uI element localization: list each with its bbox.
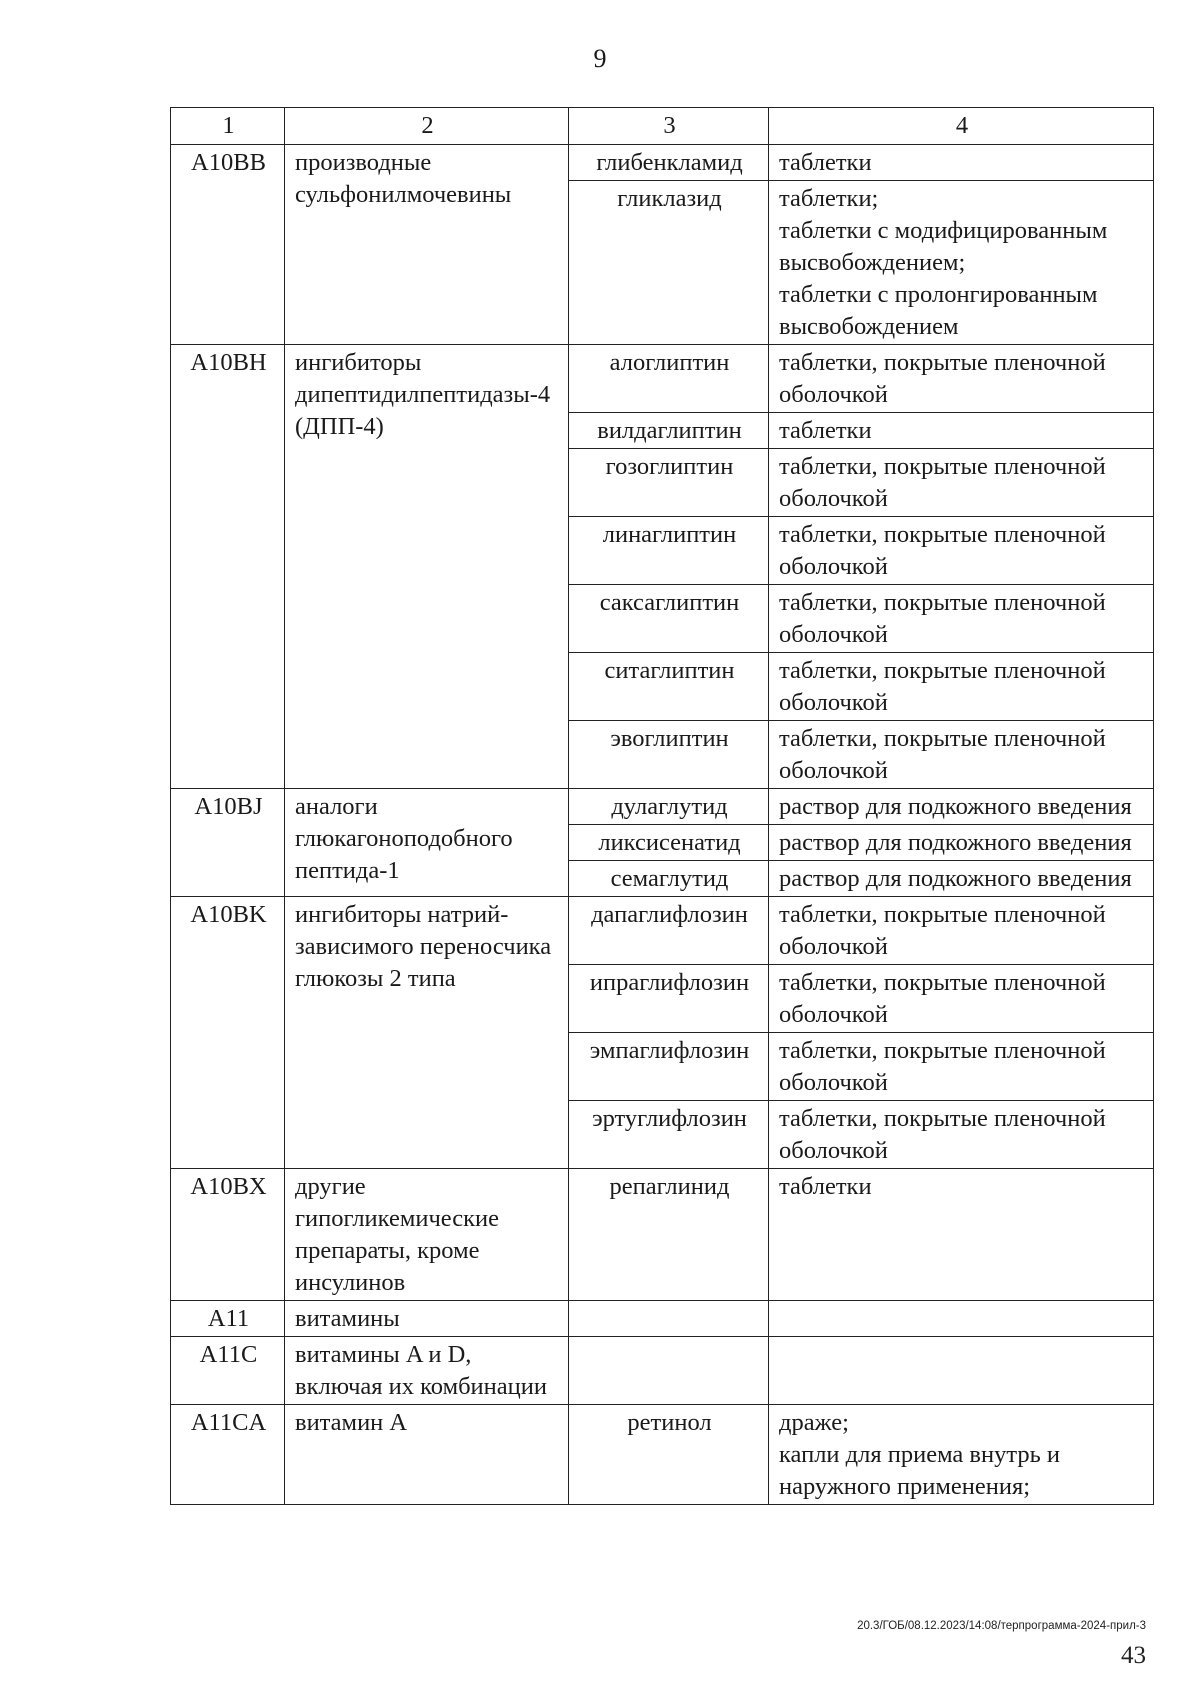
atc-code-cell: A10BH	[171, 345, 285, 789]
column-header-3: 3	[569, 108, 769, 145]
table-row	[171, 1301, 1154, 1337]
dosage-form-cell: таблетки; таблетки с модифицированным высвобождением; таблетки с пролонгированным высвобождением	[769, 181, 1154, 345]
atc-code-cell: A10BJ	[171, 789, 285, 897]
drug-name-cell: дулаглутид	[569, 789, 769, 825]
dosage-form-cell: таблетки	[769, 413, 1154, 449]
group-name-cell: аналоги глюкагоноподобного пептида-1	[285, 789, 569, 897]
group-name-cell: другие гипогликемические препараты, кроме инсулинов	[285, 1169, 569, 1301]
page-number: 9	[593, 44, 607, 73]
dosage-form-cell: таблетки	[769, 145, 1154, 181]
table-row	[171, 789, 1154, 825]
document-reference-note: 20.3/ГОБ/08.12.2023/14:08/терпрограмма-2024-прил-3	[857, 1620, 1146, 1632]
atc-code-cell: A10BX	[171, 1169, 285, 1301]
dosage-form-cell: таблетки, покрытые пленочной оболочкой	[769, 1101, 1154, 1169]
drug-name-cell: ипраглифлозин	[569, 965, 769, 1033]
table-row	[171, 1405, 1154, 1505]
drug-name-cell: ликсисенатид	[569, 825, 769, 861]
dosage-form-cell: таблетки, покрытые пленочной оболочкой	[769, 653, 1154, 721]
drug-name-cell: эвоглиптин	[569, 721, 769, 789]
table-row	[171, 1337, 1154, 1405]
drug-name-cell	[569, 1337, 769, 1405]
dosage-form-cell: драже; капли для приема внутрь и наружного применения;	[769, 1405, 1154, 1505]
dosage-form-cell: таблетки, покрытые пленочной оболочкой	[769, 345, 1154, 413]
dosage-form-cell: таблетки, покрытые пленочной оболочкой	[769, 965, 1154, 1033]
group-name-cell: производные сульфонилмочевины	[285, 145, 569, 345]
dosage-form-cell: таблетки, покрытые пленочной оболочкой	[769, 585, 1154, 653]
drug-name-cell: семаглутид	[569, 861, 769, 897]
drug-name-cell: глибенкламид	[569, 145, 769, 181]
drug-name-cell: гозоглиптин	[569, 449, 769, 517]
dosage-form-cell: таблетки, покрытые пленочной оболочкой	[769, 449, 1154, 517]
dosage-form-cell: раствор для подкожного введения	[769, 789, 1154, 825]
table-row	[171, 145, 1154, 181]
drug-name-cell	[569, 1301, 769, 1337]
drug-list-table	[170, 107, 1154, 1505]
atc-code-cell: A11CA	[171, 1405, 285, 1505]
drug-name-cell: ретинол	[569, 1405, 769, 1505]
drug-name-cell: ситаглиптин	[569, 653, 769, 721]
drug-name-cell: эртуглифлозин	[569, 1101, 769, 1169]
dosage-form-cell: таблетки, покрытые пленочной оболочкой	[769, 1033, 1154, 1101]
dosage-form-cell: таблетки, покрытые пленочной оболочкой	[769, 721, 1154, 789]
group-name-cell: витамин A	[285, 1405, 569, 1505]
drug-name-cell: гликлазид	[569, 181, 769, 345]
group-name-cell: ингибиторы натрий-зависимого переносчика глюкозы 2 типа	[285, 897, 569, 1169]
atc-code-cell: A10BB	[171, 145, 285, 345]
dosage-form-cell	[769, 1301, 1154, 1337]
table-row	[171, 345, 1154, 413]
drug-name-cell: репаглинид	[569, 1169, 769, 1301]
drug-name-cell: дапаглифлозин	[569, 897, 769, 965]
atc-code-cell: A10BK	[171, 897, 285, 1169]
table-row	[171, 1169, 1154, 1301]
dosage-form-cell: таблетки, покрытые пленочной оболочкой	[769, 897, 1154, 965]
group-name-cell: ингибиторы дипептидилпептидазы-4 (ДПП-4)	[285, 345, 569, 789]
dosage-form-cell: раствор для подкожного введения	[769, 825, 1154, 861]
column-header-1: 1	[171, 108, 285, 145]
dosage-form-cell	[769, 1337, 1154, 1405]
drug-name-cell: эмпаглифлозин	[569, 1033, 769, 1101]
dosage-form-cell: таблетки, покрытые пленочной оболочкой	[769, 517, 1154, 585]
group-name-cell: витамины	[285, 1301, 569, 1337]
dosage-form-cell: таблетки	[769, 1169, 1154, 1301]
column-header-4: 4	[769, 108, 1154, 145]
group-name-cell: витамины A и D, включая их комбинации	[285, 1337, 569, 1405]
table-header-row	[171, 108, 1154, 145]
atc-code-cell: A11	[171, 1301, 285, 1337]
drug-name-cell: алоглиптин	[569, 345, 769, 413]
dosage-form-cell: раствор для подкожного введения	[769, 861, 1154, 897]
drug-name-cell: линаглиптин	[569, 517, 769, 585]
drug-name-cell: вилдаглиптин	[569, 413, 769, 449]
footer-page-number: 43	[1121, 1642, 1146, 1669]
column-header-2: 2	[285, 108, 569, 145]
table-row	[171, 897, 1154, 965]
atc-code-cell: A11C	[171, 1337, 285, 1405]
drug-name-cell: саксаглиптин	[569, 585, 769, 653]
